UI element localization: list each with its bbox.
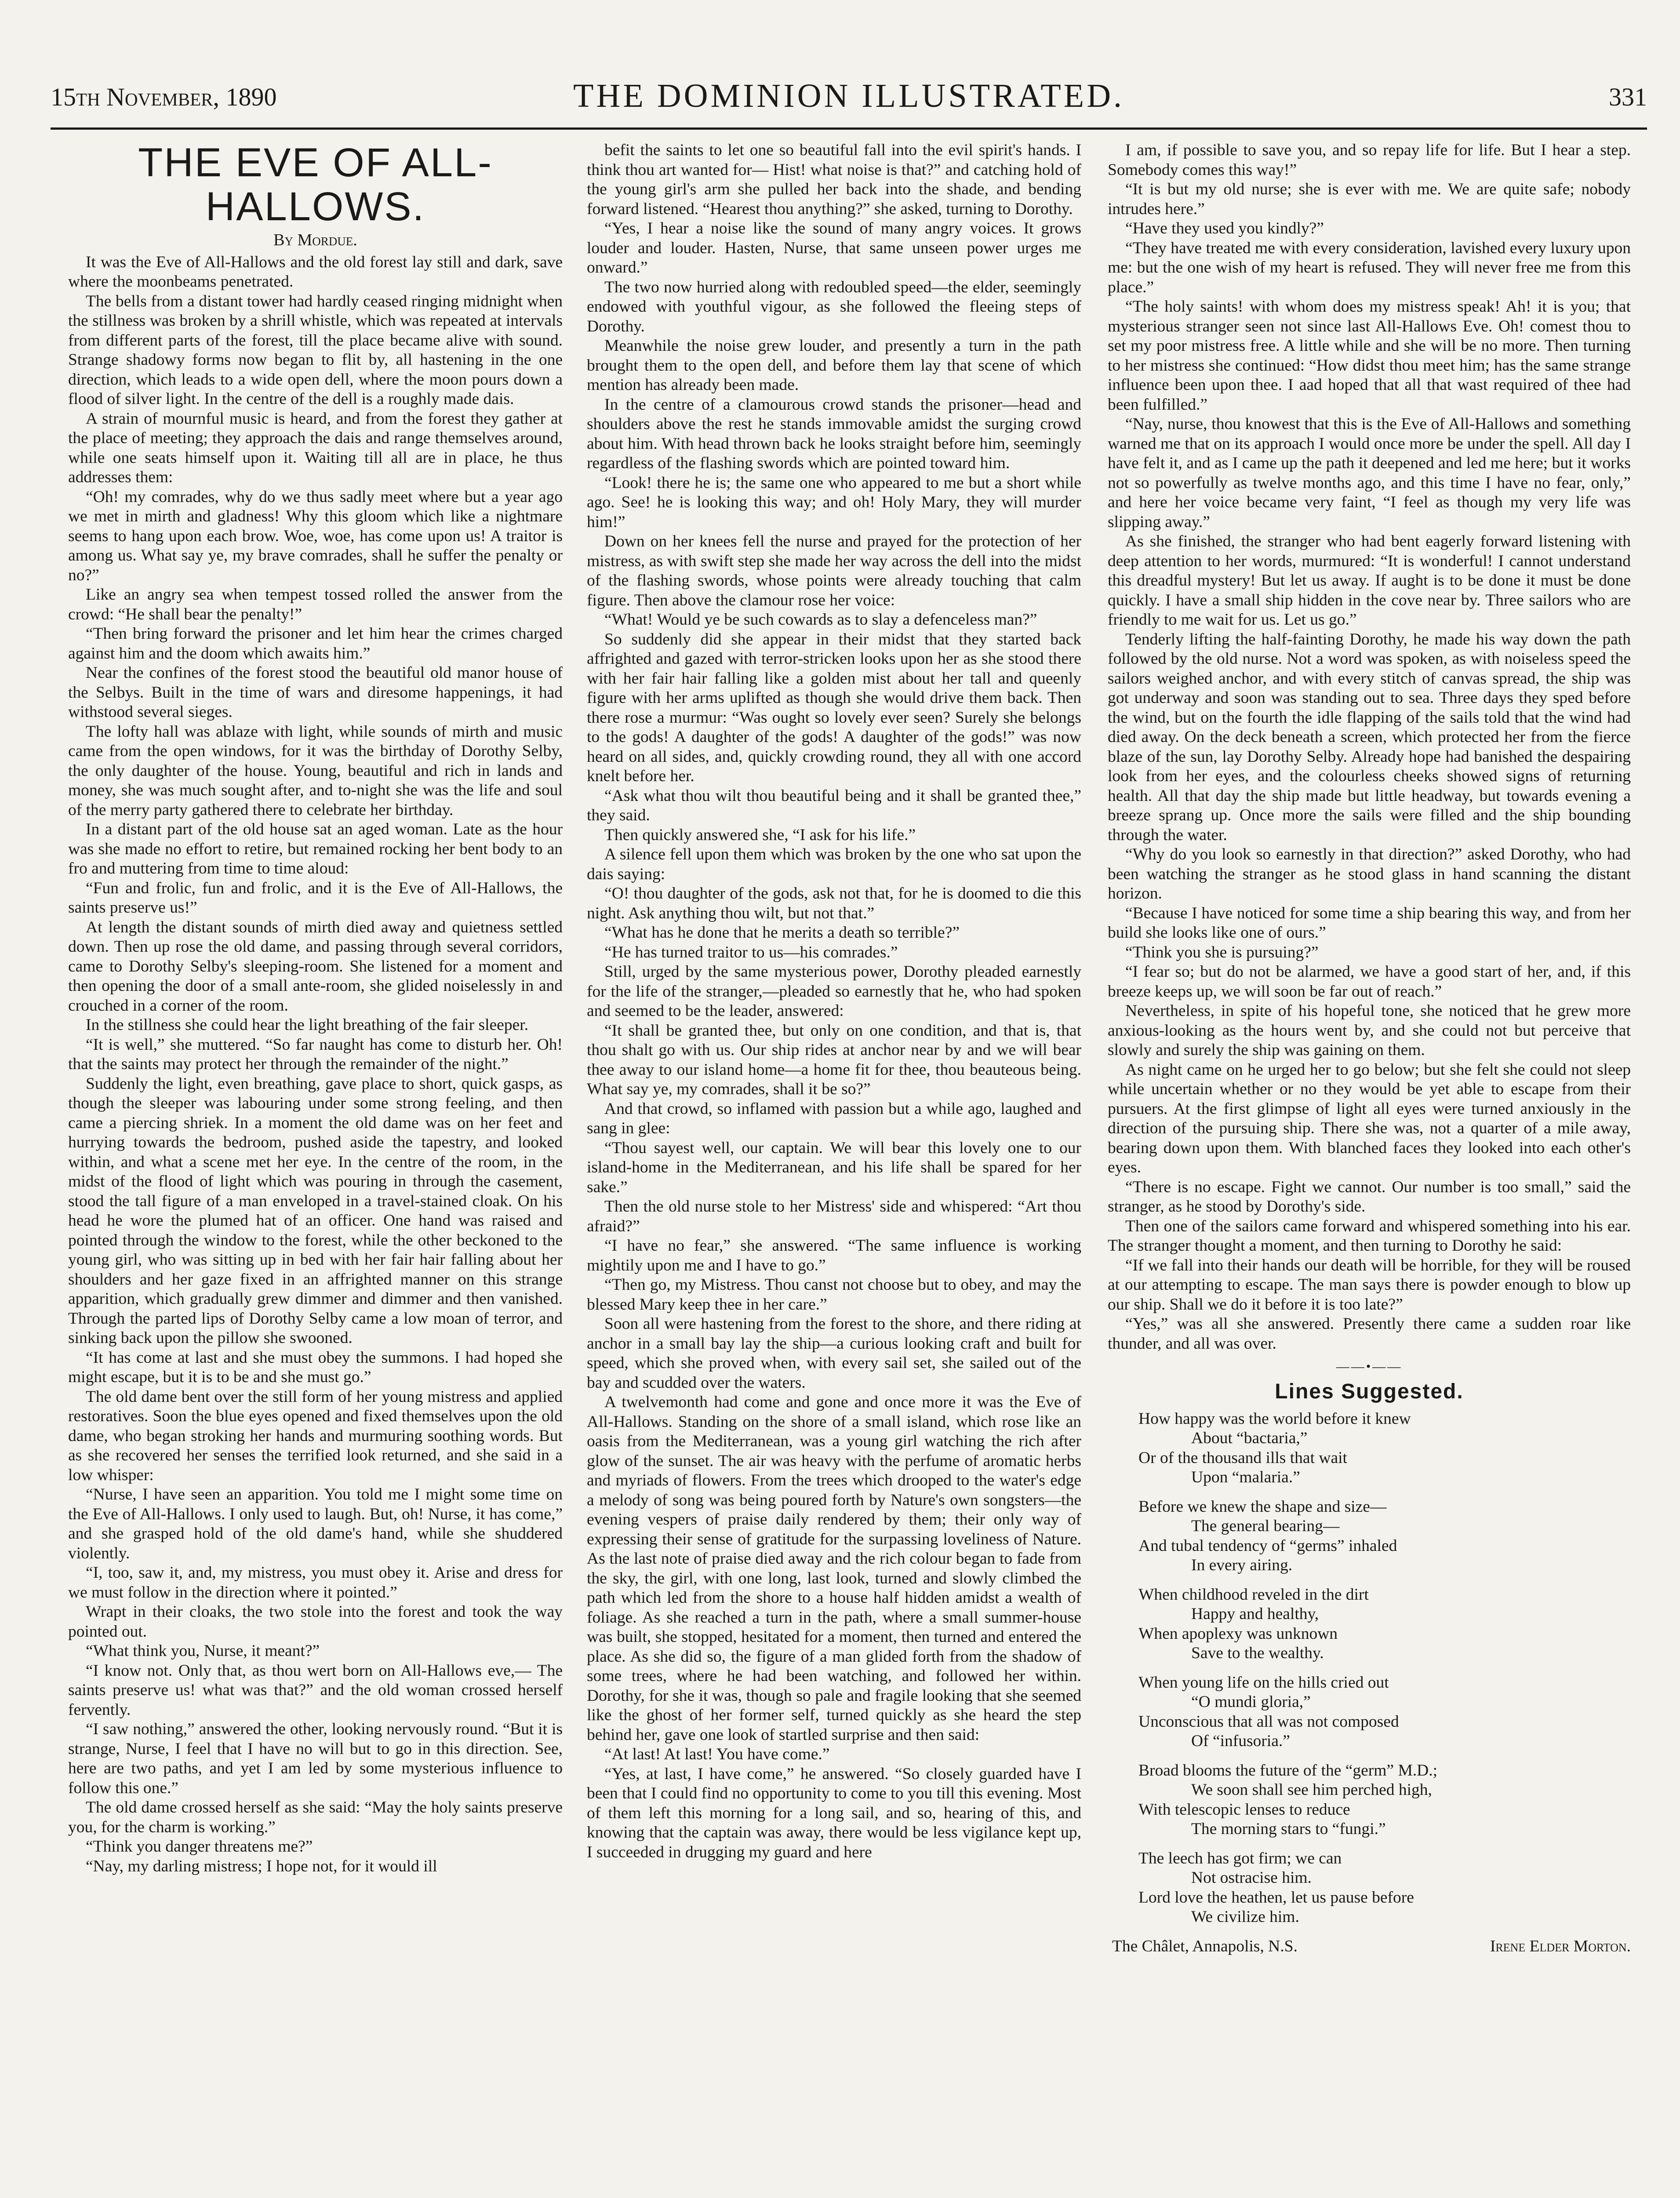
paragraph: Then quickly answered she, “I ask for his life.”: [604, 826, 916, 844]
paragraph: Meanwhile the noise grew louder, and presently a turn in the path brought them to the open dell, and before them lay that scene of which mention has already been made.: [587, 337, 1081, 394]
paragraph: Then the old nurse stole to her Mistress' side and whispered: “Art thou afraid?”: [587, 1197, 1081, 1235]
paragraph: befit the saints to let one so beautiful fall into the evil spirit's hands. I think thou art wanted for— Hist! what noise is that?” and catching hold of the young girl's arm she pulled her back into the shade, and bending forward listened. “Hearest thou anything?” she asked, turning to Dorothy.: [587, 141, 1081, 218]
poem-signature: [1108, 1937, 1631, 1957]
poem-line: When apoplexy was unknown: [1138, 1624, 1338, 1643]
poem-line: Before we knew the shape and size—: [1138, 1497, 1387, 1516]
paragraph: “I know not. Only that, as thou wert born on All-Hallows eve,— The saints preserve us! what was that?” and the old woman crossed herself fervently.: [68, 1661, 563, 1719]
poem-line: Upon “malaria.”: [1191, 1468, 1300, 1486]
poem-line: How happy was the world before it knew: [1138, 1409, 1411, 1428]
paragraph: “Then go, my Mistress. Thou canst not choose but to obey, and may the blessed Mary keep thee in her care.”: [587, 1276, 1081, 1314]
column-2-body: [587, 141, 1081, 1862]
paragraph: And that crowd, so inflamed with passion but a while ago, laughed and sang in glee:: [587, 1099, 1081, 1137]
paragraph: “Oh! my comrades, why do we thus sadly meet where but a year ago we met in mirth and gladness! Why this gloom which like a nightmare seems to hang upon each brow. Woe, woe, has come upon us! A traitor is among us. What say ye, my brave comrades, shall he suffer the penalty or no?”: [68, 488, 563, 584]
paragraph: “There is no escape. Fight we cannot. Our number is too small,” said the stranger, as he stood by Dorothy's side.: [1108, 1178, 1631, 1215]
poem-line: Lord love the heathen, let us pause before: [1138, 1888, 1414, 1907]
paragraph: “Thou sayest well, our captain. We will bear this lovely one to our island-home in the Mediterranean, and his life shall be spared for her sake.”: [587, 1139, 1081, 1196]
poem-stanza: [1108, 1409, 1631, 1488]
paragraph: The old dame bent over the still form of her young mistress and applied restoratives. Soon the blue eyes opened and fixed themselves upon the old dame, who began stroking her hands and murmuring soothing words. But as she recovered her senses the terrified look returned, and she said in a low whisper:: [68, 1387, 563, 1484]
poem-line: Broad blooms the future of the “germ” M.D.;: [1138, 1761, 1438, 1780]
paragraph: Nevertheless, in spite of his hopeful tone, she noticed that he grew more anxious-looking as the hours went by, and she could not but perceive that slowly and surely the ship was gaining on them.: [1108, 1002, 1631, 1059]
poem-stanza: [1108, 1761, 1631, 1839]
paragraph: “Yes, I hear a noise like the sound of many angry voices. It grows louder and louder. Hasten, Nurse, that same unseen power urges me onward.”: [587, 219, 1081, 277]
poem-line: When young life on the hills cried out: [1138, 1673, 1389, 1692]
paragraph: “O! thou daughter of the gods, ask not that, for he is doomed to die this night. Ask anything thou wilt, but not that.”: [587, 884, 1081, 922]
paragraph: “The holy saints! with whom does my mistress speak! Ah! it is you; that mysterious stranger seen not since last All-Hallows Eve. Oh! comest thou to set my poor mistress free. A little while and she will be no more. Then turning to her mistress she continued: “How didst thou meet him; has the same strange influence been upon thee. I aad hoped that all that wast required of thee had been fulfilled.”: [1108, 298, 1631, 414]
poem-line: And tubal tendency of “germs” inhaled: [1138, 1536, 1397, 1555]
paragraph: Then one of the sailors came forward and whispered something into his ear. The stranger thought a moment, and then turning to Dorothy he said:: [1108, 1217, 1631, 1255]
poem-stanza: [1108, 1673, 1631, 1751]
paragraph: A silence fell upon them which was broken by the one who sat upon the dais saying:: [587, 845, 1081, 883]
poem-line: The leech has got firm; we can: [1138, 1849, 1342, 1867]
paragraph: “It shall be granted thee, but only on one condition, and that is, that thou shalt go with us. Our ship rides at anchor near by and we will bear thee away to our island home—a home fit for thee, thou beauteous being. What say ye, my comrades, shall it be so?”: [587, 1021, 1081, 1098]
poem-line: When childhood reveled in the dirt: [1138, 1585, 1369, 1604]
paragraph: At length the distant sounds of mirth died away and quietness settled down. Then up rose the old dame, and passing through several corridors, came to Dorothy Selby's sleeping-room. She listened for a moment and then opening the door of a small ante-room, she glided noiselessly in and crouched in a corner of the room.: [68, 918, 563, 1015]
paragraph: “Nay, nurse, thou knowest that this is the Eve of All-Hallows and something warned me that on its approach I would once more be under the spell. All day I have felt it, and as I came up the path it deepened and led me here; but it works not so powerfully as twelve months ago, and this time I have no fear, only,” and here her voice became very faint, “I feel as though my very life was slipping away.”: [1108, 415, 1631, 531]
paragraph: I am, if possible to save you, and so repay life for life. But I hear a step. Somebody comes this way!”: [1108, 141, 1631, 179]
paragraph: As night came on he urged her to go below; but she felt she could not sleep while uncertain whether or no they would be yet able to escape from their pursuers. At the first glimpse of light all eyes were turned anxiously in the direction of the pursuing ship. There she was, not a quarter of a mile away, bearing down upon them. With blanched faces they looked into each other's eyes.: [1108, 1060, 1631, 1176]
paragraph: “I fear so; but do not be alarmed, we have a good start of her, and, if this breeze keeps up, we will soon be far out of reach.”: [1108, 963, 1631, 1001]
poem-stanza: [1108, 1585, 1631, 1663]
poem-line: With telescopic lenses to reduce: [1138, 1800, 1350, 1819]
poem-line: About “bactaria,”: [1191, 1429, 1308, 1447]
paragraph: Near the confines of the forest stood the beautiful old manor house of the Selbys. Built in the time of wars and diresome happenings, it had withstood several sieges.: [68, 664, 563, 721]
poem-stanza: [1108, 1497, 1631, 1576]
paragraph: “Think you she is pursuing?”: [1125, 943, 1319, 961]
paragraph: In the centre of a clamourous crowd stands the prisoner—head and shoulders above the rest he stands immovable amidst the surging crowd about him. With head thrown back he looks straight before him, seemingly regardless of the flashing swords which are pointed toward him.: [587, 395, 1081, 472]
paragraph: In a distant part of the old house sat an aged woman. Late as the hour was she made no effort to retire, but remained rocking her bent body to an fro and muttering from time to time aloud:: [68, 820, 563, 877]
poem-line: Not ostracise him.: [1191, 1869, 1312, 1887]
paragraph: “Nay, my darling mistress; I hope not, for it would ill: [86, 1857, 437, 1875]
paragraph: “Yes,” was all she answered. Presently there came a sudden roar like thunder, and all was over.: [1108, 1315, 1631, 1353]
paragraph: “Fun and frolic, fun and frolic, and it is the Eve of All-Hallows, the saints preserve us!”: [68, 879, 563, 917]
poem-line: Save to the wealthy.: [1191, 1644, 1324, 1662]
paragraph: “Ask what thou wilt thou beautiful being and it shall be granted thee,” they said.: [587, 786, 1081, 824]
poem-line: Happy and healthy,: [1191, 1605, 1319, 1623]
paragraph: Suddenly the light, even breathing, gave place to short, quick gasps, as though the sleeper was labouring under some strong feeling, and then came a piercing shriek. In a moment the old dame was on her feet and hurrying towards the bedroom, pushed aside the tapestry, and looked within, and what a scene met her eye. In the centre of the room, in the midst of the flood of light which was pouring in through the casement, stood the tall figure of a man enveloped in a travel-stained cloak. On his head he wore the plumed hat of an officer. One hand was raised and pointed through the window to the forest, while the other beckoned to the young girl, who was sitting up in bed with her fair hair falling about her shoulders and her gaze fixed in an affrighted manner on this strange apparition, which gradually grew dimmer and dimmer and then vanished. Through the parted lips of Dorothy Selby came a low moan of terror, and sinking back upon the pillow she swooned.: [68, 1074, 563, 1347]
paragraph: “Look! there he is; the same one who appeared to me but a short while ago. See! he is looking this way; and oh! Holy Mary, they will murder him!”: [587, 473, 1081, 531]
paragraph: It was the Eve of All-Hallows and the old forest lay still and dark, save where the moonbeams penetrated.: [68, 253, 563, 291]
paragraph: The bells from a distant tower had hardly ceased ringing midnight when the stillness was broken by a shrill whistle, which was repeated at intervals from different parts of the forest, till the place became alive with sound. Strange shadowy forms now began to flit by, all hastening in the one direction, which leads to a wide open dell, where the moon pours down a flood of silver light. In the centre of the dell is a roughly made dais.: [68, 292, 563, 408]
poem-line: “O mundi gloria,”: [1191, 1693, 1311, 1711]
paragraph: So suddenly did she appear in their midst that they started back affrighted and gazed with terror-stricken looks upon her as she stood there with her fair hair falling like a golden mist about her tall and queenly figure with her arms uplifted as though she would drive them back. Then there rose a murmur: “Was ought so lovely ever seen? Surely she belongs to the gods! A daughter of the gods! A daughter of the gods!” was now heard on all sides, and, quickly crowding round, they all with one accord knelt before her.: [587, 630, 1081, 785]
story-title: THE EVE OF ALL-HALLOWS.: [138, 141, 493, 229]
paragraph: “Yes, at last, I have come,” he answered. “So closely guarded have I been that I could find no opportunity to come to you till this evening. Most of them left this morning for a long sail, and so, hearing of this, and knowing that the captain was away, there would be less vigilance kept up, I succeeded in drugging my guard and here: [587, 1765, 1081, 1861]
paragraph: Still, urged by the same mysterious power, Dorothy pleaded earnestly for the life of the stranger,—pleaded so earnestly that he, who had spoken and seemed to be the leader, answered:: [587, 963, 1081, 1020]
paragraph: Soon all were hastening from the forest to the shore, and there riding at anchor in a small bay lay the ship—a curious looking craft and built for speed, which she proved when, with every sail set, she sailed out of the bay and scudded over the waters.: [587, 1315, 1081, 1392]
paragraph: “They have treated me with every consideration, lavished every luxury upon me: but the one wish of my heart is refused. They will never free me from this place.”: [1108, 239, 1631, 296]
poem-line: We soon shall see him perched high,: [1191, 1781, 1432, 1799]
poem-line: Of “infusoria.”: [1191, 1732, 1290, 1750]
column-3-body: [1108, 141, 1631, 1354]
column-3: [1108, 141, 1631, 2198]
paragraph: Tenderly lifting the half-fainting Dorothy, he made his way down the path followed by the old nurse. Not a word was spoken, as with noiseless speed the sailors weighed anchor, and with every stitch of canvas spread, the ship was got underway and soon was standing out to sea. Three days they sped before the wind, but on the fourth the idle flapping of the sails told that the wind had died away. On the deck beneath a screen, which protected her from the fierce blaze of the sun, lay Dorothy Selby. Already hope had banished the despairing look from her eyes, and the colourless cheeks showed signs of returning health. All that day the ship made but little headway, but towards evening a breeze sprang up. Once more the sails were filled and the ship bounding through the water.: [1108, 630, 1631, 844]
paragraph: Like an angry sea when tempest tossed rolled the answer from the crowd: “He shall bear the penalty!”: [68, 586, 563, 623]
paragraph: “It is but my old nurse; she is ever with me. We are quite safe; nobody intrudes here.”: [1108, 180, 1631, 218]
paragraph: “I have no fear,” she answered. “The same influence is working mightily upon me and I have to go.”: [587, 1237, 1081, 1274]
paragraph: “Have they used you kindly?”: [1125, 219, 1324, 237]
column-1: [68, 141, 563, 2198]
paragraph: In the stillness she could hear the light breathing of the fair sleeper.: [86, 1016, 528, 1034]
column-2: [587, 141, 1081, 2198]
paragraph: Wrapt in their cloaks, the two stole into the forest and took the way pointed out.: [68, 1603, 563, 1641]
paragraph: “It has come at last and she must obey the summons. I had hoped she might escape, but it is to be and she must go.”: [68, 1348, 563, 1386]
poem-line: In every airing.: [1191, 1556, 1293, 1574]
section-separator: ——•——: [1336, 1359, 1403, 1374]
poem-body: [1108, 1409, 1631, 1927]
poem-line: Or of the thousand ills that wait: [1138, 1448, 1347, 1467]
paragraph: The old dame crossed herself as she said: “May the holy saints preserve you, for the charm is working.”: [68, 1798, 563, 1836]
paragraph: “He has turned traitor to us—his comrades.”: [604, 943, 898, 961]
paragraph: A twelvemonth had come and gone and once more it was the Eve of All-Hallows. Standing on the shore of a small island, which rose like an oasis from the Mediterranean, was a young girl watching the rich after glow of the sunset. The air was heavy with the perfume of aromatic herbs and myriads of flowers. From the trees which drooped to the water's edge a melody of song was being poured forth by Nature's own songsters—the evening vespers of praise daily rendered by them; their only way of expressing their sense of gratitude for the surpassing loveliness of Nature. As the last note of praise died away and the rich colour began to fade from the sky, the girl, with one long, last look, turned and slowly climbed the path which led from the shore to a house half hidden amidst a wealth of foliage. As she reached a turn in the path, where a small summer-house was built, she stopped, hesitated for a moment, then turned and entered the place. As she did so, the figure of a man glided forth from the shadow of some trees, where he had been watching, and followed her within. Dorothy, for she it was, though so pale and fragile looking that she seemed like the ghost of her former self, turned quickly as she heard the step behind her, gave one look of startled surprise and then said:: [587, 1393, 1081, 1744]
paragraph: “Why do you look so earnestly in that direction?” asked Dorothy, who had been watching the stranger as he stood glass in hand scanning the distant horizon.: [1108, 845, 1631, 902]
poem-title: Lines Suggested.: [1275, 1379, 1464, 1403]
paragraph: “What think you, Nurse, it meant?”: [86, 1642, 320, 1660]
paragraph: The lofty hall was ablaze with light, while sounds of mirth and music came from the open windows, for it was the birthday of Dorothy Selby, the only daughter of the house. Young, beautiful and rich in lands and money, she was much sought after, and to-night she was the life and soul of the merry party gathered there to celebrate her birthday.: [68, 722, 563, 819]
story-byline: By Mordue.: [273, 231, 357, 249]
paragraph: “Then bring forward the prisoner and let him hear the crimes charged against him and the doom which awaits him.”: [68, 625, 563, 662]
column-1-body: [68, 253, 563, 1877]
paragraph: “Nurse, I have seen an apparition. You told me I might some time on the Eve of All-Hallows. I only used to laugh. But, oh! Nurse, it has come,” and she grasped hold of the old dame's hand, while she shuddered violently.: [68, 1485, 563, 1562]
poem-author: Irene Elder Morton.: [1490, 1937, 1631, 1955]
paragraph: “I, too, saw it, and, my mistress, you must obey it. Arise and dress for we must follow in the direction where it pointed.”: [68, 1564, 563, 1601]
poem-line: Unconscious that all was not composed: [1138, 1712, 1399, 1731]
header-rule: [51, 127, 1647, 130]
paragraph: “What has he done that he merits a death so terrible?”: [604, 924, 960, 942]
paragraph: As she finished, the stranger who had bent eagerly forward listening with deep attention to her words, murmured: “It is wonderful! I cannot understand this dreadful mystery! But let us away. If aught is to be done it must be done quickly. I have a small ship hidden in the cove near by. Three sailors who are friendly to me wait for us. Let us go.”: [1108, 532, 1631, 629]
issue-date: 15th November, 1890: [51, 83, 277, 111]
paragraph: “Because I have noticed for some time a ship bearing this way, and from her build she looks like one of ours.”: [1108, 904, 1631, 942]
paragraph: “Think you danger threatens me?”: [86, 1838, 313, 1856]
poem-line: We civilize him.: [1191, 1908, 1299, 1926]
poem-stanza: [1108, 1849, 1631, 1927]
paragraph: The two now hurried along with redoubled speed—the elder, seemingly endowed with youthful vigour, as she followed the fleeing steps of Dorothy.: [587, 278, 1081, 335]
poem-line: The morning stars to “fungi.”: [1191, 1820, 1386, 1838]
paragraph: “It is well,” she muttered. “So far naught has come to disturb her. Oh! that the saints may protect her through the remainder of the night.”: [68, 1035, 563, 1073]
paragraph: “At last! At last! You have come.”: [604, 1745, 830, 1763]
paragraph: “I saw nothing,” answered the other, looking nervously round. “But it is strange, Nurse, I feel that I have no will but to go in this direction. See, here are two paths, and yet I am led by some mysterious influence to follow this one.”: [68, 1720, 563, 1797]
page-number: 331: [1609, 83, 1647, 111]
poem-place: The Châlet, Annapolis, N.S.: [1112, 1937, 1298, 1955]
poem-line: The general bearing—: [1191, 1517, 1340, 1535]
paragraph: “What! Would ye be such cowards as to slay a defenceless man?”: [604, 611, 1037, 629]
paragraph: “If we fall into their hands our death will be horrible, for they will be roused at our attempting to escape. The man says there is powder enough to blow up our ship. Shall we do it before it is too late?”: [1108, 1256, 1631, 1314]
paragraph: Down on her knees fell the nurse and prayed for the protection of her mistress, as with swift step she made her way across the dell into the midst of the flashing swords, whose points were already touching that calm figure. Then above the clamour rose her voice:: [587, 532, 1081, 609]
masthead: THE DOMINION ILLUSTRATED.: [573, 77, 1124, 114]
page-header: [51, 77, 1647, 125]
paragraph: A strain of mournful music is heard, and from the forest they gather at the place of meeting; they approach the dais and range themselves around, while one seats himself upon it. Waiting till all are in place, he thus addresses them:: [68, 409, 563, 486]
